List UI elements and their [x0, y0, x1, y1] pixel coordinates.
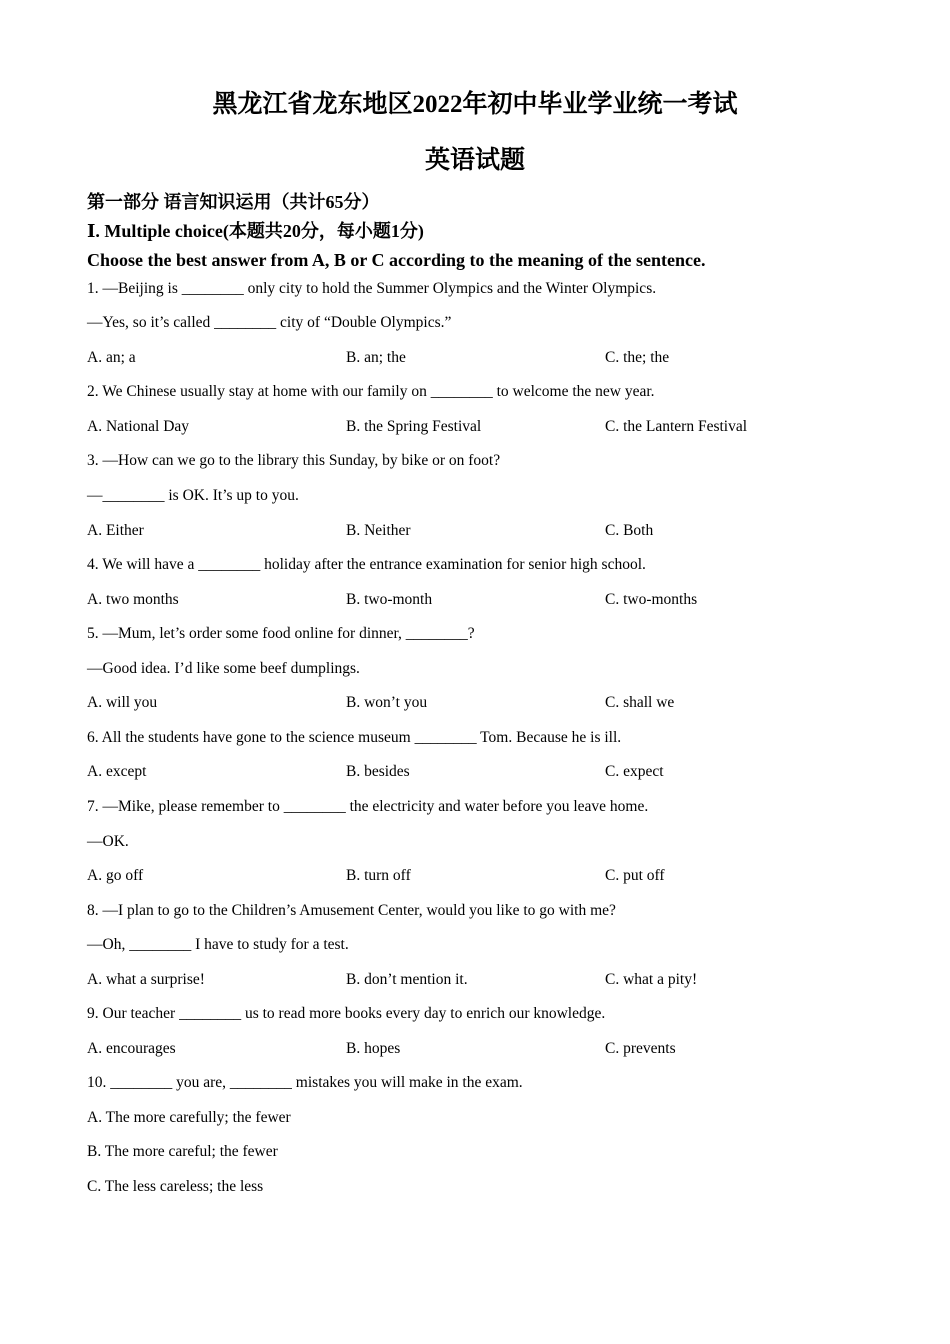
- option-b: B. hopes: [346, 1040, 401, 1057]
- section-heading: Ⅰ. Multiple choice(本题共20分，每小题1分): [87, 221, 424, 241]
- options-row: [87, 589, 887, 611]
- option-c: C. Both: [605, 522, 654, 539]
- question-line: 7. —Mike, please remember to ________ the electricity and water before you leave home.: [87, 798, 649, 815]
- option-b: B. two-month: [346, 591, 433, 608]
- question-line: 6. All the students have gone to the science museum ________ Tom. Because he is ill.: [87, 729, 622, 746]
- question-line: 4. We will have a ________ holiday after the entrance examination for senior high school.: [87, 556, 646, 573]
- option-b: B. turn off: [346, 867, 411, 884]
- option-c: C. expect: [605, 763, 664, 780]
- question-line: —________ is OK. It’s up to you.: [87, 487, 299, 504]
- option-b: B. Neither: [346, 522, 411, 539]
- question-line: 2. We Chinese usually stay at home with our family on ________ to welcome the new year.: [87, 383, 655, 400]
- option-a: A. except: [87, 763, 147, 780]
- option-c: C. The less careless; the less: [87, 1178, 264, 1195]
- option-a: A. two months: [87, 591, 179, 608]
- option-a: A. National Day: [87, 418, 190, 435]
- option-b: B. won’t you: [346, 694, 428, 711]
- option-b: B. besides: [346, 763, 410, 780]
- option-c: C. put off: [605, 867, 665, 884]
- option-c: C. shall we: [605, 694, 675, 711]
- exam-subtitle: 英语试题: [424, 147, 525, 174]
- option-c: C. two-months: [605, 591, 698, 608]
- option-a: A. what a surprise!: [87, 971, 205, 988]
- option-a: A. The more carefully; the fewer: [87, 1109, 291, 1126]
- option-a: A. encourages: [87, 1040, 176, 1057]
- options-row: [87, 865, 887, 887]
- option-b: B. don’t mention it.: [346, 971, 468, 988]
- part-heading: 第一部分 语言知识运用（共计65分）: [87, 192, 380, 212]
- option-a: A. go off: [87, 867, 144, 884]
- question-line: 8. —I plan to go to the Children’s Amusement Center, would you like to go with me?: [87, 902, 616, 919]
- question-line: 9. Our teacher ________ us to read more books every day to enrich our knowledge.: [87, 1005, 606, 1022]
- option-b: B. The more careful; the fewer: [87, 1143, 278, 1160]
- question-line: —Yes, so it’s called ________ city of “Double Olympics.”: [87, 314, 452, 331]
- question-line: 1. —Beijing is ________ only city to hold the Summer Olympics and the Winter Olympics.: [87, 280, 657, 297]
- question-line: 5. —Mum, let’s order some food online for dinner, ________?: [87, 625, 475, 642]
- instruction-text: Choose the best answer from A, B or C according to the meaning of the sentence.: [87, 250, 706, 270]
- option-c: C. prevents: [605, 1040, 676, 1057]
- option-a: A. will you: [87, 694, 158, 711]
- question-line: 3. —How can we go to the library this Sunday, by bike or on foot?: [87, 452, 501, 469]
- question-line: 10. ________ you are, ________ mistakes you will make in the exam.: [87, 1074, 523, 1091]
- option-c: C. the; the: [605, 349, 670, 366]
- option-b: B. an; the: [346, 349, 406, 366]
- question-line: —OK.: [87, 833, 129, 850]
- exam-title: 黑龙江省龙东地区2022年初中毕业学业统一考试: [212, 91, 738, 118]
- option-b: B. the Spring Festival: [346, 418, 482, 435]
- question-line: —Good idea. I’d like some beef dumplings.: [87, 660, 360, 677]
- option-c: C. the Lantern Festival: [605, 418, 748, 435]
- option-a: A. Either: [87, 522, 144, 539]
- options-row: [87, 969, 887, 991]
- option-c: C. what a pity!: [605, 971, 698, 988]
- question-line: —Oh, ________ I have to study for a test.: [87, 936, 349, 953]
- options-row: [87, 1038, 887, 1060]
- options-row: [87, 416, 887, 438]
- options-row: [87, 520, 887, 542]
- options-row: [87, 761, 887, 783]
- options-row: [87, 692, 887, 714]
- option-a: A. an; a: [87, 349, 136, 366]
- options-row: [87, 347, 887, 369]
